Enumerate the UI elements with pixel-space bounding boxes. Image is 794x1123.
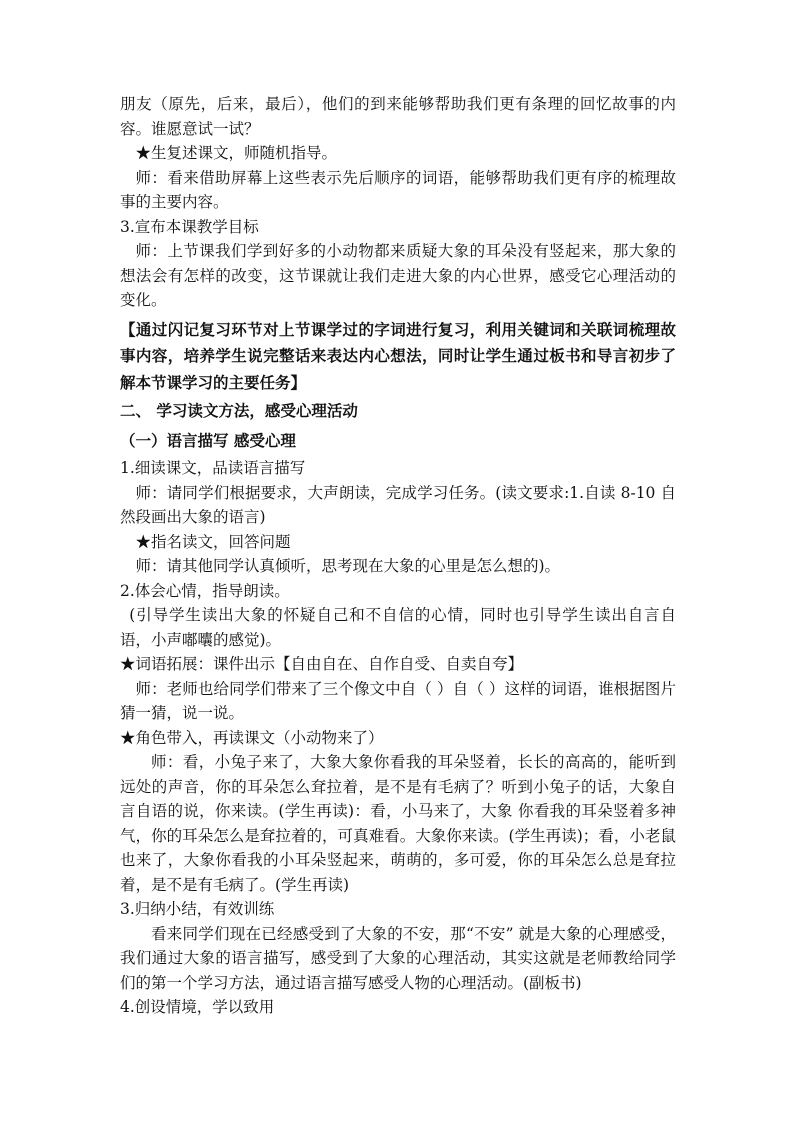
paragraph-teacher-goals: 师：上节课我们学到好多的小动物都来质疑大象的耳朵没有竖起来，那大象的想法会有怎样的改变，这节课就让我们走进大象的内心世界，感受它心理活动的变化。 xyxy=(120,242,676,309)
item-summary-training: 3.归纳小结，有效训练 xyxy=(120,900,275,918)
paragraph-word-extension: ★词语拓展：课件出示【自由自在、自作自受、自卖自夸】 xyxy=(120,655,524,673)
paragraph-teacher-words: 师：老师也给同学们带来了三个像文中自（ ）自（ ）这样的词语，谁根据图片猜一猜，说一说。 xyxy=(120,679,676,722)
paragraph-role-play: ★角色带入，再读课文（小动物来了） xyxy=(120,728,384,747)
item-close-reading: 1.细读课文，品读语言描写 xyxy=(120,459,306,477)
paragraph-teacher-summary: 师：看来借助屏幕上这些表示先后顺序的词语，能够帮助我们更有序的梳理故事的主要内容。 xyxy=(120,168,676,211)
paragraph-intro: 朋友（原先，后来，最后），他们的到来能够帮助我们更有条理的回忆故事的内容。谁愿意试一试？ xyxy=(120,95,676,138)
paragraph-summary: 看来同学们现在已经感受到了大象的不安，那“不安” 就是大象的心理感受，我们通过大象的语言描写，感受到了大象的心理活动，其实这就是老师教给同学们的第一个学习方法，通过语言描写感受人物的心理活动。(副板书) xyxy=(120,924,676,992)
paragraph-listen-think: 师：请其他同学认真倾听，思考现在大象的心里是怎么想的)。 xyxy=(135,557,561,575)
paragraph-role-dialogue: 师：看，小兔子来了，大象大象你看我的耳朵竖着，长长的高高的，能听到远处的声音，你的耳朵怎么耷拉着，是不是有毛病了？听到小兔子的话，大象自言自语的说，你来读。(学生再读)：看，小马来了，大象 你看我的耳朵竖着多神气，你的耳朵怎么是耷拉着的，可真难看。大象你来读。(学生再读)；看，小老鼠也来了，大象你看我的小耳朵竖起来，萌萌的，多可爱，你的耳朵怎么总是耷拉着，是不是有毛病了。(学生再读) xyxy=(120,753,676,894)
section-heading-two: 二、 学习读文方法，感受心理活动 xyxy=(120,401,358,420)
paragraph-reading-requirement: 师：请同学们根据要求，大声朗读，完成学习任务。(读文要求:1.自读 8-10 自然段画出大象的语言) xyxy=(120,483,676,526)
item-feel-mood: 2.体会心情，指导朗读。 xyxy=(120,581,290,600)
item-announce-goals: 3.宣布本课教学目标 xyxy=(120,217,259,236)
subsection-heading-one: （一）语言描写 感受心理 xyxy=(120,431,296,450)
paragraph-retell-task: ★生复述课文，师随机指导。 xyxy=(135,144,338,162)
paragraph-read-aloud-task: ★指名读文，回答问题 xyxy=(135,532,291,551)
paragraph-design-note: 【通过闪记复习环节对上节课学过的字词进行复习，利用关键词和关联词梳理故事内容，培养学生说完整话来表达内心想法，同时让学生通过板书和导言初步了解本节课学习的主要任务】 xyxy=(120,319,676,392)
item-create-scenario: 4.创设情境，学以致用 xyxy=(120,998,275,1016)
paragraph-guidance: (引导学生读出大象的怀疑自己和不自信的心情，同时也引导学生读出自言自语，小声嘟囔的感觉)。 xyxy=(120,606,676,649)
document-page xyxy=(120,92,676,1020)
